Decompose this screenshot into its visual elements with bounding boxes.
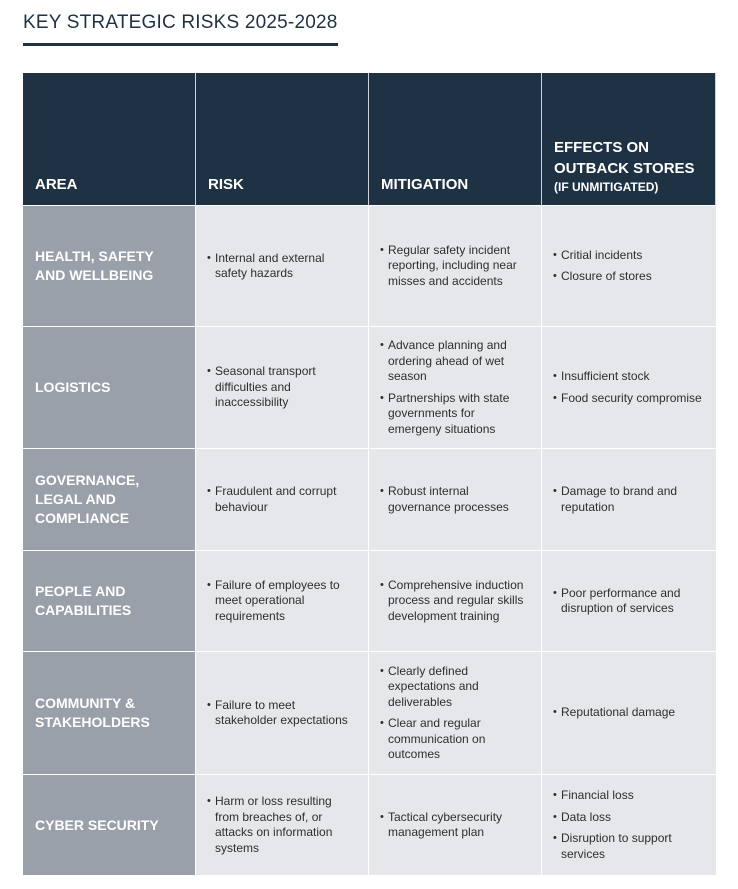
mitigation-item xyxy=(380,391,531,438)
mitigation-item-text: Tactical cybersecurity management plan xyxy=(388,809,503,839)
effects-item-text: Data loss xyxy=(561,809,612,824)
effects-item xyxy=(553,391,706,407)
effects-cell xyxy=(542,205,716,326)
area-cell xyxy=(23,205,196,326)
mitigation-item-text: Clear and regular communication on outcomes xyxy=(388,716,486,761)
risk-item xyxy=(207,364,358,411)
bullet-icon: • xyxy=(553,391,557,404)
effects-cell xyxy=(542,774,716,875)
area-cell xyxy=(23,448,196,550)
bullet-icon: • xyxy=(553,485,557,497)
mitigation-item xyxy=(380,810,531,841)
bullet-icon: • xyxy=(553,810,557,823)
bullet-icon: • xyxy=(380,578,384,591)
bullet-icon: • xyxy=(207,365,211,378)
effects-item xyxy=(553,788,706,804)
effects-item xyxy=(553,248,706,264)
bullet-icon: • xyxy=(207,485,211,497)
effects-item xyxy=(553,269,706,285)
risk-item-text: Fraudulent and corrupt behaviour xyxy=(215,484,337,514)
mitigation-cell xyxy=(369,326,542,448)
mitigation-item-text: Comprehensive induction process and regular skills development training xyxy=(388,577,524,623)
effects-cell xyxy=(542,326,716,448)
risk-item-text: Internal and external safety hazards xyxy=(215,250,325,280)
page-title: KEY STRATEGIC RISKS 2025-2028 xyxy=(23,12,338,46)
mitigation-item-text: Robust internal governance processes xyxy=(388,484,509,514)
page-title-wrap xyxy=(23,12,338,46)
risk-table xyxy=(23,73,716,875)
risk-item-text: Failure to meet stakeholder expectations xyxy=(215,697,348,727)
risk-cell xyxy=(196,205,369,326)
bullet-icon: • xyxy=(207,698,211,711)
header-mitigation xyxy=(369,73,542,205)
risk-cell xyxy=(196,326,369,448)
risk-cell xyxy=(196,651,369,774)
effects-item xyxy=(553,705,706,721)
mitigation-item-text: Advance planning and ordering ahead of wet season xyxy=(388,338,507,383)
effects-item-text: Damage to brand and reputation xyxy=(561,484,678,514)
effects-item-text: Food security compromise xyxy=(561,390,702,405)
area-label: LOGISTICS xyxy=(35,379,111,395)
effects-item xyxy=(553,831,706,862)
risk-item xyxy=(207,578,358,625)
risk-item-text: Harm or loss resulting from breaches of, or attacks on information systems xyxy=(215,794,333,855)
bullet-icon: • xyxy=(380,664,384,677)
area-cell xyxy=(23,326,196,448)
risk-cell xyxy=(196,774,369,875)
mitigation-item xyxy=(380,484,531,515)
mitigation-cell xyxy=(369,774,542,875)
bullet-icon: • xyxy=(553,706,557,719)
area-label: GOVERNANCE, LEGAL AND COMPLIANCE xyxy=(35,472,140,526)
effects-item-text: Financial loss xyxy=(561,788,634,802)
effects-item-text: Disruption to support services xyxy=(561,831,672,861)
effects-cell xyxy=(542,550,716,651)
mitigation-item-text: Partnerships with state governments for emergeny situations xyxy=(388,390,510,436)
mitigation-cell xyxy=(369,550,542,651)
area-label: PEOPLE AND CAPABILITIES xyxy=(35,583,132,618)
bullet-icon: • xyxy=(380,485,384,497)
risk-item xyxy=(207,251,358,282)
effects-item-text: Closure of stores xyxy=(561,269,652,283)
risk-cell xyxy=(196,448,369,550)
mitigation-cell xyxy=(369,205,542,326)
bullet-icon: • xyxy=(380,810,384,823)
header-effects xyxy=(542,73,716,205)
bullet-icon: • xyxy=(207,251,211,264)
header-area xyxy=(23,73,196,205)
bullet-icon: • xyxy=(380,243,384,256)
effects-item-text: Critial incidents xyxy=(561,247,643,262)
bullet-icon: • xyxy=(553,270,557,282)
area-label: COMMUNITY & STAKEHOLDERS xyxy=(35,695,150,730)
risk-item-text: Seasonal transport difficulties and inaccessibility xyxy=(215,364,316,410)
effects-item xyxy=(553,369,706,385)
bullet-icon: • xyxy=(553,586,557,599)
mitigation-item xyxy=(380,716,531,763)
effects-item xyxy=(553,484,706,515)
effects-item-text: Poor performance and disruption of services xyxy=(561,585,681,615)
header-risk xyxy=(196,73,369,205)
risk-item xyxy=(207,794,358,856)
mitigation-cell xyxy=(369,448,542,550)
mitigation-item-text: Regular safety incident reporting, including near misses and accidents xyxy=(388,242,517,288)
area-cell xyxy=(23,550,196,651)
effects-cell xyxy=(542,448,716,550)
risk-item xyxy=(207,698,358,729)
effects-cell xyxy=(542,651,716,774)
effects-item-text: Reputational damage xyxy=(561,705,676,720)
effects-item xyxy=(553,810,706,826)
bullet-icon: • xyxy=(553,789,557,801)
area-cell xyxy=(23,774,196,875)
mitigation-cell xyxy=(369,651,542,774)
risk-cell xyxy=(196,550,369,651)
header-effects-sublabel: (IF UNMITIGATED) xyxy=(554,180,659,194)
mitigation-item xyxy=(380,243,531,290)
bullet-icon: • xyxy=(380,339,384,351)
bullet-icon: • xyxy=(553,248,557,261)
bullet-icon: • xyxy=(380,717,384,729)
mitigation-item xyxy=(380,338,531,385)
area-label: HEALTH, SAFETY AND WELLBEING xyxy=(35,248,154,283)
bullet-icon: • xyxy=(553,832,557,844)
mitigation-item xyxy=(380,578,531,625)
mitigation-item xyxy=(380,664,531,711)
bullet-icon: • xyxy=(553,370,557,382)
bullet-icon: • xyxy=(380,391,384,404)
header-risk-label: RISK xyxy=(208,176,244,193)
header-area-label: AREA xyxy=(35,176,78,193)
risk-item-text: Failure of employees to meet operational requirements xyxy=(215,577,340,623)
risk-item xyxy=(207,484,358,515)
area-label: CYBER SECURITY xyxy=(35,816,159,833)
header-effects-label: EFFECTS ON OUTBACK STORES xyxy=(554,139,695,177)
bullet-icon: • xyxy=(207,578,211,591)
area-cell xyxy=(23,651,196,774)
effects-item-text: Insufficient stock xyxy=(561,369,650,383)
bullet-icon: • xyxy=(207,795,211,807)
header-mitigation-label: MITIGATION xyxy=(381,176,469,193)
effects-item xyxy=(553,586,706,617)
mitigation-item-text: Clearly defined expectations and deliverables xyxy=(388,663,479,709)
